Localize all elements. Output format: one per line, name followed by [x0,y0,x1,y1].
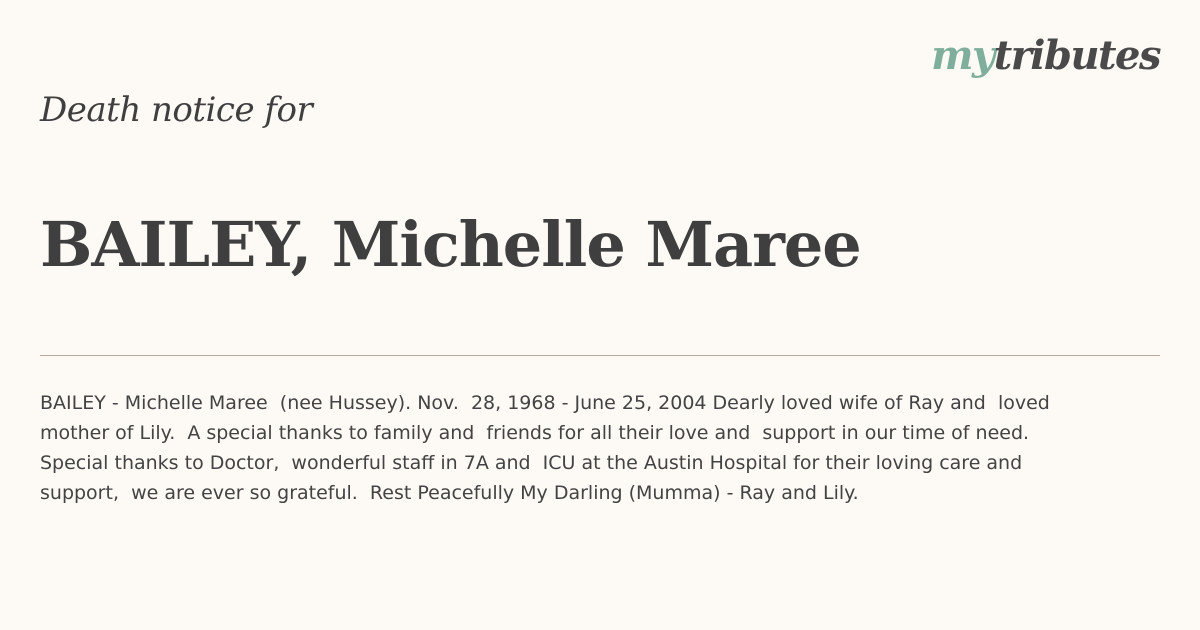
notice-eyebrow: Death notice for [40,90,313,130]
notice-text: BAILEY - Michelle Maree (nee Hussey). Nov. 28, 1968 - June 25, 2004 Dearly loved wife of Ray and loved mother of Lily. A special thanks to family and friends for all their love and support in our time of need. Special thanks to Doctor, wonderful staff in 7A and ICU at the Austin Hospital for their loving care and support, we are ever so grateful. Rest Peacefully My Darling (Mumma) - Ray and Lily. [40,392,1056,504]
mytributes-logo [931,32,1160,79]
deceased-name: BAILEY, Michelle Maree [40,208,861,281]
divider [40,355,1160,356]
logo-my: my [931,32,994,79]
logo-tributes: tributes [993,32,1160,79]
